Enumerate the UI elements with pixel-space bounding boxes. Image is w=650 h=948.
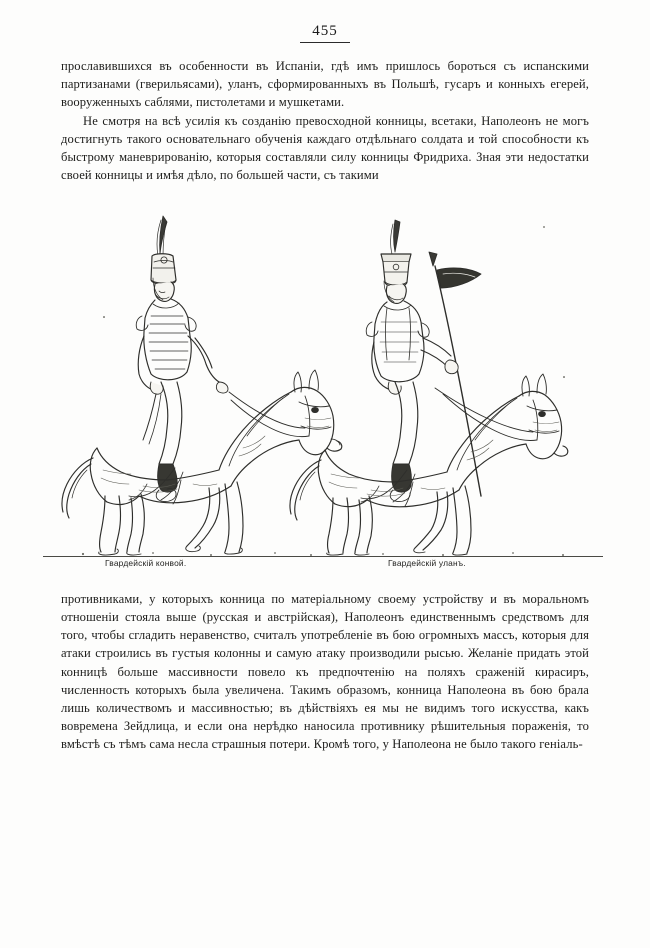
top-text-block [61, 57, 589, 184]
cavalry-engraving [43, 196, 603, 556]
illustration-plate [35, 196, 615, 582]
paragraph-1-text: прославившихся въ особенности въ Испаніи, гдѣ имъ пришлось бороться съ испанскими партизанами (гверильясами), уланъ, сформированныхъ въ Польшѣ, гусаръ и конныхъ егерей, вооруженныхъ саблями, пистолетами и мушкетами. [61, 59, 589, 110]
bottom-text-block [61, 590, 589, 753]
page-number-container [0, 0, 650, 43]
illustration-frame [43, 196, 603, 557]
paper-speck [103, 316, 105, 318]
paragraph-2 [61, 112, 589, 184]
illustration-captions [43, 558, 603, 574]
paragraph-2-text: Не смотря на всѣ усилія къ созданію превосходной конницы, всетаки, Наполеонъ не могъ достигнуть такого основательнаго обученія каждаго отдѣльнаго солдата и той способности къ быстрому маневрированію, которыя составляли силу конницы Фридриха. Зная эти недостатки своей конницы и имѣя дѣло, по большей части, съ такими [61, 113, 589, 183]
caption-left: Гвардейскій конвой. [105, 558, 187, 569]
paper-speck [563, 376, 565, 378]
paragraph-3 [61, 590, 589, 753]
paragraph-3-text: противниками, у которыхъ конница по матеріальному своему устройству и въ моральномъ отношеніи стояла выше (русская и австрійская), Наполеонъ единственнымъ средствомъ для того, чтобы сгладить неравенство, считалъ употребленіе въ бою огромныхъ массъ, которыя для атаки строились въ густыя колонны и самую атаку производили рысью. Желаніе придать этой конницѣ больше массивности повело къ предпочтенію на поляхъ сраженій кирасиръ, численность которыхъ была увеличена. Такимъ образомъ, конница Наполеона въ бою брала лишь количествомъ и массивностью; въ дѣйствіяхъ ея мы не видимъ того искусства, какъ вовремена Зейдлица, и если она нерѣдко наносила противнику рѣшительныя пораженія, то вмѣстѣ съ тѣмъ сама несла страшныя потери. Кромѣ того, у Наполеона не было такого геніаль- [61, 592, 589, 751]
page-number: 455 [300, 23, 350, 43]
paragraph-1 [61, 57, 589, 111]
caption-right: Гвардейскій уланъ. [388, 558, 466, 569]
